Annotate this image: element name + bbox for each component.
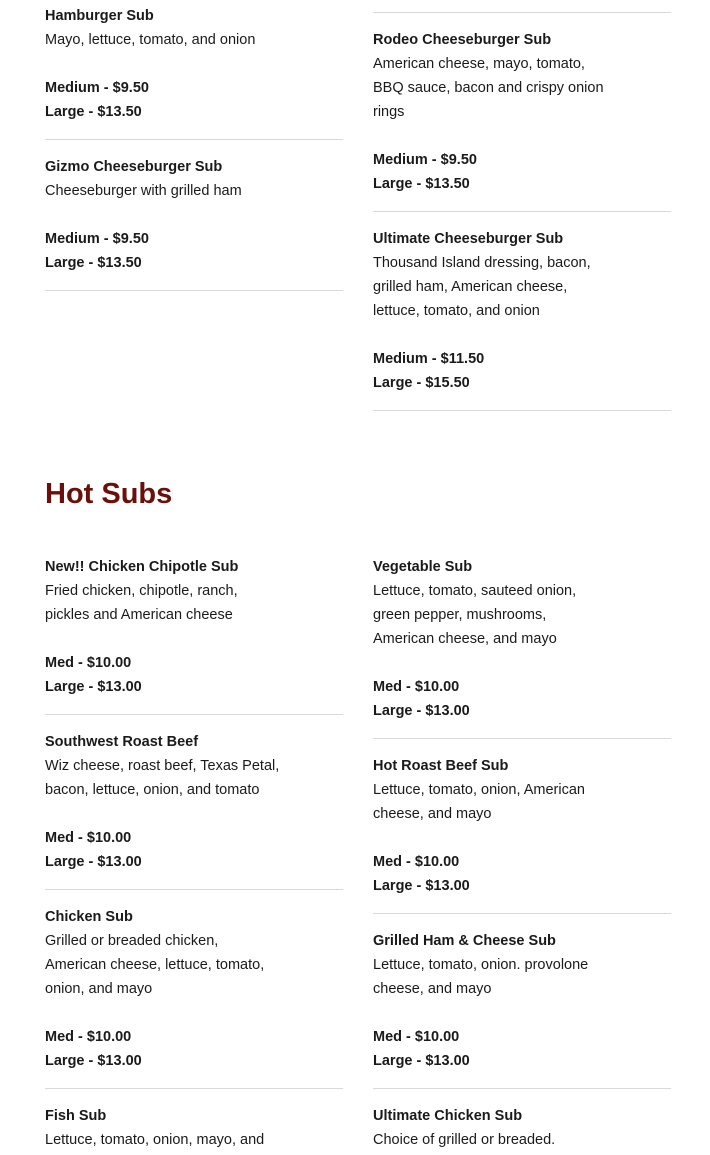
item-name: Southwest Roast Beef <box>45 734 199 750</box>
item-price-large: Large - $15.50 <box>373 375 470 391</box>
item-description: BBQ sauce, bacon and crispy onion <box>373 80 604 96</box>
menu-item <box>373 227 633 395</box>
item-price-medium: Med - $10.00 <box>45 1029 132 1045</box>
item-name: Chicken Sub <box>45 909 133 925</box>
item-name: Vegetable Sub <box>373 559 473 575</box>
item-price-medium: Med - $10.00 <box>373 679 460 695</box>
item-description: Grilled or breaded chicken, <box>45 933 219 949</box>
item-description: rings <box>373 104 405 120</box>
item-price-large: Large - $13.50 <box>45 104 142 120</box>
item-price-large: Large - $13.50 <box>45 255 142 271</box>
item-description: Lettuce, tomato, sauteed onion, <box>373 583 577 599</box>
item-price-large: Large - $13.00 <box>373 878 470 894</box>
menu-item <box>45 4 305 124</box>
divider <box>45 889 343 890</box>
item-price-medium: Medium - $9.50 <box>45 80 149 96</box>
divider <box>373 913 671 914</box>
menu-item <box>373 754 633 898</box>
item-name: Hamburger Sub <box>45 8 154 24</box>
item-description: Choice of grilled or breaded. <box>373 1132 556 1148</box>
item-name: New!! Chicken Chipotle Sub <box>45 559 239 575</box>
item-description: American cheese, mayo, tomato, <box>373 56 585 72</box>
menu-item <box>373 1104 633 1152</box>
item-description: cheese, and mayo <box>373 981 492 997</box>
item-price-medium: Medium - $9.50 <box>45 231 149 247</box>
item-price-medium: Med - $10.00 <box>373 1029 460 1045</box>
item-name: Hot Roast Beef Sub <box>373 758 509 774</box>
item-name: Rodeo Cheeseburger Sub <box>373 32 552 48</box>
item-price-large: Large - $13.00 <box>45 854 142 870</box>
menu-item <box>45 1104 305 1152</box>
divider <box>373 12 671 13</box>
menu-item <box>45 555 305 699</box>
divider <box>45 714 343 715</box>
item-description: bacon, lettuce, onion, and tomato <box>45 782 260 798</box>
item-description: Wiz cheese, roast beef, Texas Petal, <box>45 758 280 774</box>
item-description: American cheese, lettuce, tomato, <box>45 957 265 973</box>
item-description: Lettuce, tomato, onion, American <box>373 782 585 798</box>
divider <box>373 1088 671 1089</box>
item-price-large: Large - $13.50 <box>373 176 470 192</box>
divider <box>373 410 671 411</box>
item-price-medium: Med - $10.00 <box>45 655 132 671</box>
divider <box>373 738 671 739</box>
item-description: green pepper, mushrooms, <box>373 607 547 623</box>
item-price-medium: Med - $10.00 <box>45 830 132 846</box>
item-description: Cheeseburger with grilled ham <box>45 183 242 199</box>
item-description: Lettuce, tomato, onion, mayo, and <box>45 1132 265 1148</box>
menu-item <box>373 28 633 196</box>
item-description: pickles and American cheese <box>45 607 233 623</box>
item-description: lettuce, tomato, and onion <box>373 303 540 319</box>
item-description: Mayo, lettuce, tomato, and onion <box>45 32 256 48</box>
item-price-large: Large - $13.00 <box>45 1053 142 1069</box>
item-price-medium: Med - $10.00 <box>373 854 460 870</box>
menu-item <box>45 905 305 1073</box>
item-description: onion, and mayo <box>45 981 153 997</box>
item-name: Grilled Ham & Cheese Sub <box>373 933 556 949</box>
item-description: American cheese, and mayo <box>373 631 557 647</box>
item-price-large: Large - $13.00 <box>373 703 470 719</box>
item-price-large: Large - $13.00 <box>373 1053 470 1069</box>
divider <box>373 211 671 212</box>
menu-item <box>373 555 633 723</box>
item-price-medium: Medium - $11.50 <box>373 351 485 367</box>
section-title-hot-subs: Hot Subs <box>45 478 173 510</box>
item-name: Ultimate Chicken Sub <box>373 1108 523 1124</box>
item-description: grilled ham, American cheese, <box>373 279 568 295</box>
divider <box>45 290 343 291</box>
menu-item <box>373 929 633 1073</box>
item-description: Thousand Island dressing, bacon, <box>373 255 591 271</box>
item-description: Lettuce, tomato, onion. provolone <box>373 957 589 973</box>
item-price-large: Large - $13.00 <box>45 679 142 695</box>
divider <box>45 1088 343 1089</box>
divider <box>45 139 343 140</box>
item-description: cheese, and mayo <box>373 806 492 822</box>
item-price-medium: Medium - $9.50 <box>373 152 477 168</box>
menu-item <box>45 155 305 275</box>
item-name: Ultimate Cheeseburger Sub <box>373 231 564 247</box>
menu-item <box>45 730 305 874</box>
item-name: Gizmo Cheeseburger Sub <box>45 159 223 175</box>
item-name: Fish Sub <box>45 1108 107 1124</box>
item-description: Fried chicken, chipotle, ranch, <box>45 583 238 599</box>
